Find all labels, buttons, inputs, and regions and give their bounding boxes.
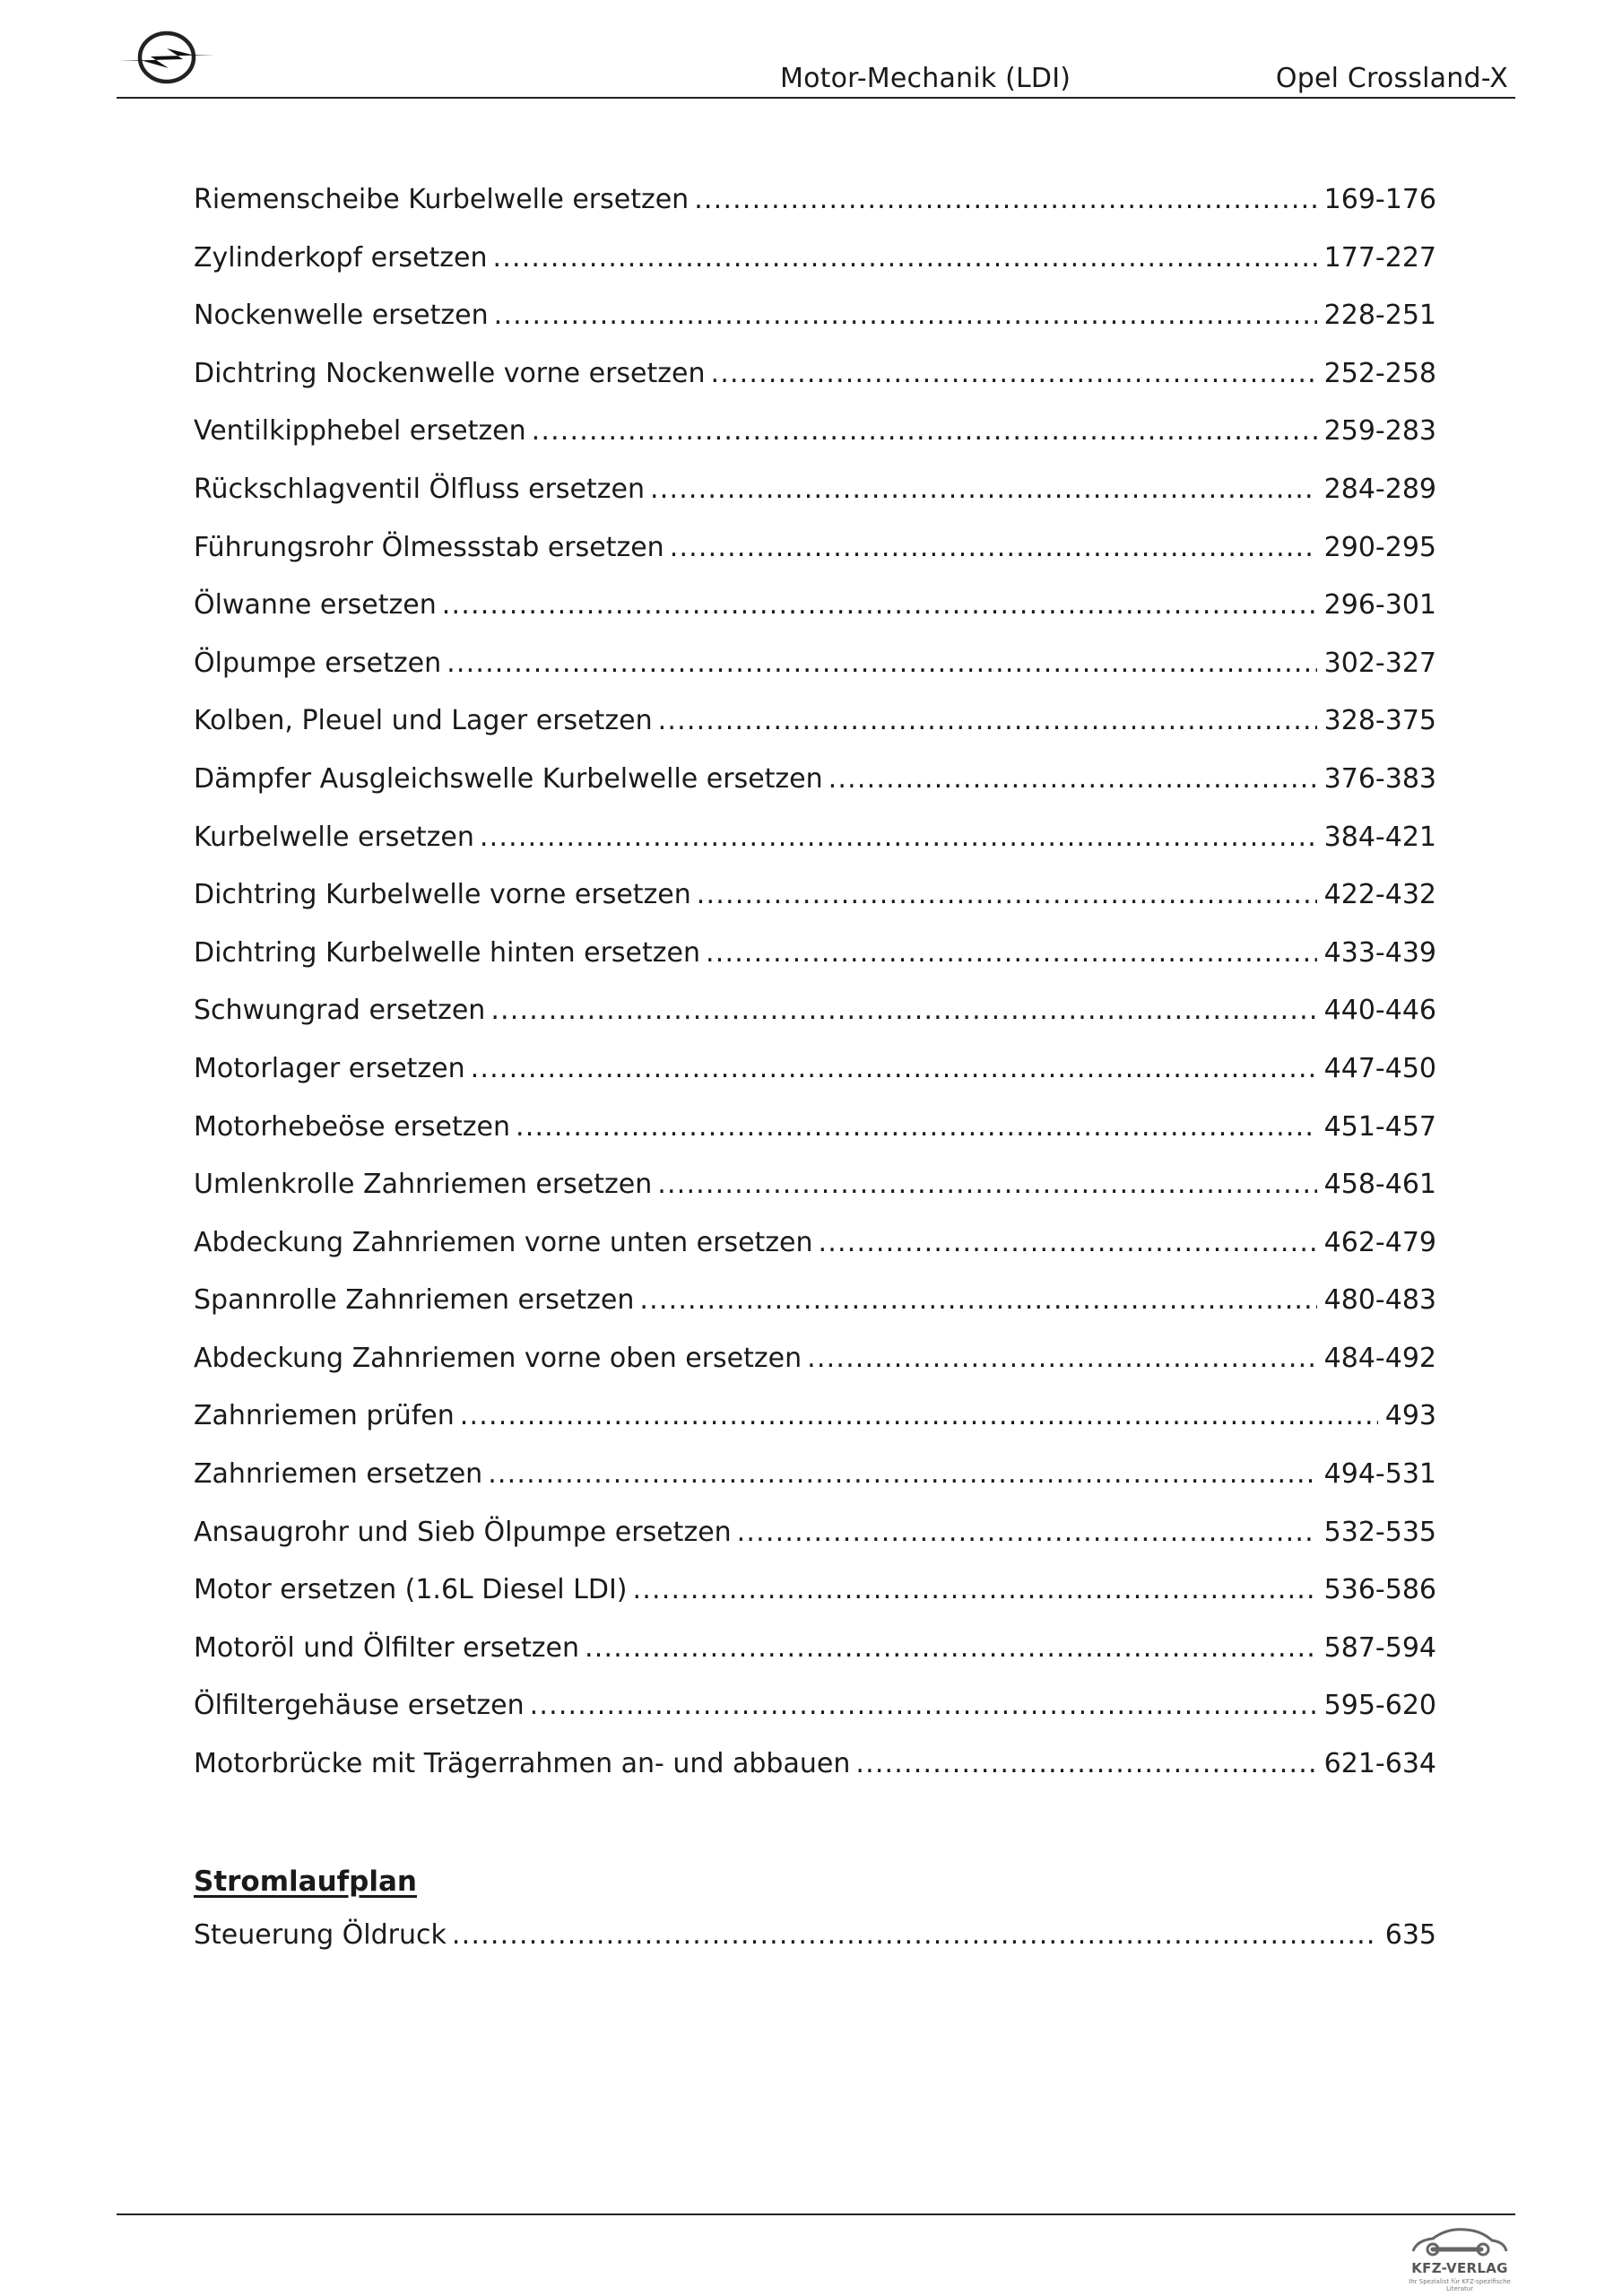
toc-entry-title: Ölwanne ersetzen bbox=[194, 589, 437, 622]
toc-entry-pages: 284-289 bbox=[1323, 473, 1436, 505]
toc-entry-pages: 595-620 bbox=[1323, 1690, 1436, 1722]
toc-entry bbox=[194, 242, 1436, 300]
toc-entry-title: Motorbrücke mit Trägerrahmen an- und abbauen bbox=[194, 1748, 851, 1780]
toc-entry-pages: 228-251 bbox=[1323, 300, 1436, 332]
toc-entry-pages: 376-383 bbox=[1323, 762, 1436, 795]
toc-entry-pages: 296-301 bbox=[1323, 589, 1436, 622]
toc-entry-pages: 447-450 bbox=[1323, 1052, 1436, 1084]
table-of-contents bbox=[194, 184, 1436, 1806]
toc-entry bbox=[194, 358, 1436, 416]
toc-entry-title: Dämpfer Ausgleichswelle Kurbelwelle ersetzen bbox=[194, 762, 823, 795]
toc-entry-title: Kolben, Pleuel und Lager ersetzen bbox=[194, 705, 653, 737]
toc-leader-dots bbox=[658, 705, 1317, 736]
publisher-logo bbox=[1406, 2222, 1514, 2292]
toc-entry bbox=[194, 879, 1436, 937]
toc-entry-pages: 532-535 bbox=[1323, 1516, 1436, 1548]
toc-entry-title: Schwungrad ersetzen bbox=[194, 995, 486, 1027]
toc-entry bbox=[194, 184, 1436, 242]
opel-logo-icon bbox=[117, 25, 217, 88]
toc-entry-pages: 458-461 bbox=[1323, 1169, 1436, 1201]
toc-entry-title: Motorlager ersetzen bbox=[194, 1052, 465, 1084]
toc-entry bbox=[194, 1400, 1436, 1458]
toc-leader-dots bbox=[460, 1400, 1378, 1431]
toc-leader-dots bbox=[471, 1053, 1317, 1084]
toc-entry-pages: 440-446 bbox=[1323, 995, 1436, 1027]
toc-leader-dots bbox=[639, 1284, 1316, 1316]
publisher-name: KFZ-VERLAG bbox=[1411, 2260, 1508, 2276]
toc-entry-pages: 177-227 bbox=[1323, 241, 1436, 274]
toc-entry bbox=[194, 648, 1436, 706]
toc-leader-dots bbox=[710, 358, 1316, 389]
toc-entry-pages: 587-594 bbox=[1323, 1631, 1436, 1664]
toc-entry-pages: 422-432 bbox=[1323, 879, 1436, 911]
toc-entry-title: Dichtring Nockenwelle vorne ersetzen bbox=[194, 357, 706, 389]
toc-leader-dots bbox=[480, 822, 1317, 853]
toc-entry-pages: 494-531 bbox=[1323, 1458, 1436, 1491]
toc-entry-title: Abdeckung Zahnriemen vorne unten ersetzen bbox=[194, 1226, 813, 1258]
toc-entry-pages: 484-492 bbox=[1323, 1342, 1436, 1374]
toc-entry-title: Steuerung Öldruck bbox=[194, 1919, 447, 1951]
toc-leader-dots bbox=[697, 879, 1317, 910]
toc-entry-title: Motor ersetzen (1.6L Diesel LDI) bbox=[194, 1574, 628, 1606]
toc-entry-title: Zahnriemen prüfen bbox=[194, 1400, 455, 1432]
toc-entry-title: Dichtring Kurbelwelle vorne ersetzen bbox=[194, 879, 691, 911]
car-wrench-icon bbox=[1406, 2222, 1514, 2262]
toc-leader-dots bbox=[855, 1748, 1316, 1779]
toc-entry-title: Motorhebeöse ersetzen bbox=[194, 1110, 510, 1143]
toc-entry-title: Ansaugrohr und Sieb Ölpumpe ersetzen bbox=[194, 1516, 732, 1548]
toc-entry bbox=[194, 822, 1436, 880]
toc-entry-title: Rückschlagventil Ölfluss ersetzen bbox=[194, 473, 645, 505]
toc-entry bbox=[194, 1919, 1436, 1978]
toc-entry-pages: 480-483 bbox=[1323, 1284, 1436, 1317]
toc-leader-dots bbox=[492, 242, 1316, 274]
toc-entry-title: Riemenscheibe Kurbelwelle ersetzen bbox=[194, 184, 690, 215]
toc-entry bbox=[194, 532, 1436, 590]
toc-leader-dots bbox=[657, 1169, 1316, 1200]
toc-entry-pages: 493 bbox=[1384, 1400, 1436, 1432]
toc-entry-title: Zahnriemen ersetzen bbox=[194, 1458, 483, 1491]
toc-leader-dots bbox=[670, 532, 1317, 563]
toc-entry bbox=[194, 1458, 1436, 1517]
toc-entry bbox=[194, 1169, 1436, 1227]
toc-entry bbox=[194, 1748, 1436, 1806]
toc-entry-pages: 302-327 bbox=[1323, 647, 1436, 679]
toc-entry bbox=[194, 1574, 1436, 1632]
toc-leader-dots bbox=[585, 1632, 1317, 1664]
toc-leader-dots bbox=[516, 1111, 1317, 1143]
toc-entry-title: Kurbelwelle ersetzen bbox=[194, 821, 474, 853]
publisher-tagline: Ihr Spezialist für KFZ-spezifische Literatur bbox=[1409, 2278, 1511, 2292]
toc-entry-title: Zylinderkopf ersetzen bbox=[194, 241, 488, 274]
toc-leader-dots bbox=[490, 995, 1316, 1026]
toc-entry bbox=[194, 589, 1436, 648]
toc-entry bbox=[194, 937, 1436, 996]
toc-entry-pages: 290-295 bbox=[1323, 531, 1436, 563]
toc-entry bbox=[194, 1111, 1436, 1170]
toc-entry-title: Ventilkipphebel ersetzen bbox=[194, 415, 526, 448]
toc-entry-title: Führungsrohr Ölmessstab ersetzen bbox=[194, 531, 664, 563]
toc-leader-dots bbox=[530, 1690, 1317, 1721]
toc-entry-pages: 252-258 bbox=[1323, 357, 1436, 389]
toc-entry bbox=[194, 705, 1436, 763]
toc-entry bbox=[194, 300, 1436, 358]
toc-leader-dots bbox=[447, 648, 1317, 679]
toc-leader-dots bbox=[633, 1574, 1317, 1605]
toc-entry-pages: 451-457 bbox=[1323, 1110, 1436, 1143]
toc-entry-pages: 462-479 bbox=[1323, 1226, 1436, 1258]
vehicle-model: Opel Crossland-X bbox=[1275, 63, 1508, 94]
toc-entry-title: Motoröl und Ölfilter ersetzen bbox=[194, 1631, 579, 1664]
toc-entry-title: Spannrolle Zahnriemen ersetzen bbox=[194, 1284, 635, 1317]
toc-leader-dots bbox=[828, 763, 1317, 795]
toc-leader-dots bbox=[807, 1343, 1317, 1374]
toc-leader-dots bbox=[532, 415, 1317, 447]
toc-entry bbox=[194, 474, 1436, 532]
toc-leader-dots bbox=[488, 1458, 1316, 1490]
toc-entry-pages: 433-439 bbox=[1323, 936, 1436, 969]
toc-entry-title: Dichtring Kurbelwelle hinten ersetzen bbox=[194, 936, 700, 969]
toc-entry-title: Ölfiltergehäuse ersetzen bbox=[194, 1690, 525, 1722]
toc-entry bbox=[194, 995, 1436, 1053]
toc-entry-pages: 621-634 bbox=[1323, 1748, 1436, 1780]
toc-leader-dots bbox=[706, 937, 1317, 969]
toc-entry bbox=[194, 763, 1436, 822]
toc-leader-dots bbox=[442, 589, 1317, 621]
toc-entry bbox=[194, 1517, 1436, 1575]
toc-entry bbox=[194, 1053, 1436, 1111]
footer-divider bbox=[117, 2213, 1515, 2215]
toc-leader-dots bbox=[452, 1919, 1378, 1951]
toc-entry-title: Umlenkrolle Zahnriemen ersetzen bbox=[194, 1169, 653, 1201]
toc-leader-dots bbox=[494, 300, 1317, 331]
section-heading: Stromlaufplan bbox=[194, 1866, 417, 1898]
toc-entry bbox=[194, 1632, 1436, 1691]
toc-entry-title: Ölpumpe ersetzen bbox=[194, 647, 442, 679]
toc-entry-pages: 169-176 bbox=[1323, 184, 1436, 215]
toc-entry-title: Nockenwelle ersetzen bbox=[194, 300, 489, 332]
toc-entry-pages: 536-586 bbox=[1323, 1574, 1436, 1606]
toc-entry bbox=[194, 1227, 1436, 1285]
document-title: Motor-Mechanik (LDI) bbox=[780, 63, 1071, 94]
toc-entry bbox=[194, 1690, 1436, 1748]
page-header bbox=[117, 25, 1515, 99]
toc-leader-dots bbox=[819, 1227, 1317, 1258]
toc-leader-dots bbox=[694, 184, 1316, 215]
toc-leader-dots bbox=[737, 1517, 1317, 1548]
toc-entry-pages: 328-375 bbox=[1323, 705, 1436, 737]
toc-entry-pages: 384-421 bbox=[1323, 821, 1436, 853]
toc-entry bbox=[194, 1284, 1436, 1343]
toc-entry-title: Abdeckung Zahnriemen vorne oben ersetzen bbox=[194, 1342, 802, 1374]
section-entries bbox=[194, 1919, 1436, 1978]
toc-entry-pages: 635 bbox=[1384, 1919, 1436, 1951]
toc-entry bbox=[194, 415, 1436, 474]
toc-leader-dots bbox=[650, 474, 1317, 505]
toc-entry-pages: 259-283 bbox=[1323, 415, 1436, 448]
toc-entry bbox=[194, 1343, 1436, 1401]
